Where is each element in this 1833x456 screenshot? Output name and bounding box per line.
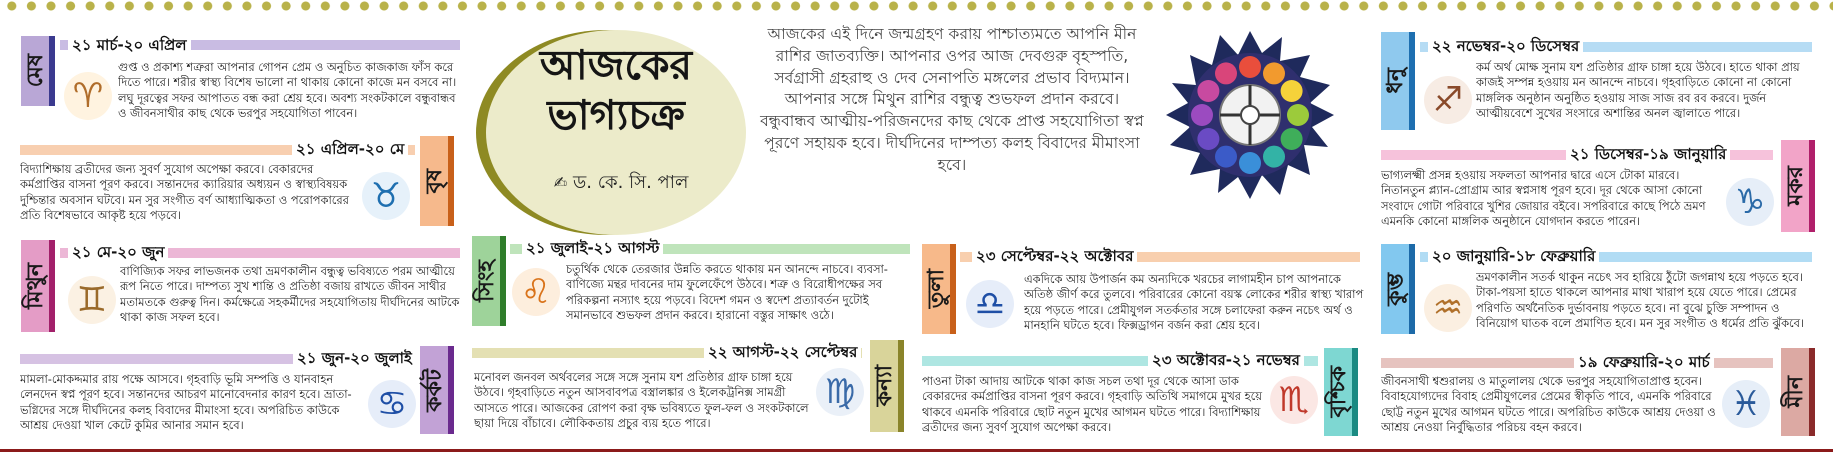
tab-accent-bar	[448, 346, 454, 434]
sign-name-tab: কন্যা	[870, 340, 898, 432]
scorpio-icon: ♏	[1270, 376, 1318, 424]
horoscope-text: মামলা-মোকদ্দমার রায় পক্ষে আসবে। গৃহবাড়ি ভূমি সম্পত্তি ও যানবাহন লেনদেন স্বপ্ন পূরণ হবে। সন্তানদের আচরণ মানোবেদনার কারণ হবে। ভ্রাতা-ভগ্নিদের সঙ্গে দীর্ঘদিনের কলহ বিবাদের মীমাংসা হবে। অপরিচিত কাউকে আশ্রয় দেওয়া খাল কেটে কুমির আনার সমান হবে।	[20, 372, 352, 433]
sign-name-tab: মেষ	[21, 36, 49, 106]
sagittarius-icon: ♐	[1424, 76, 1472, 124]
sign-name-tab: বৃশ্চিক	[1324, 348, 1352, 436]
sign-name-tab: কর্কট	[420, 346, 448, 434]
zodiac-wheel-icon	[1165, 30, 1335, 200]
date-range: ২১ ডিসেম্বর-১৯ জানুয়ারি	[1566, 145, 1730, 163]
date-range: ২৩ সেপ্টেম্বর-২২ অক্টোবর	[972, 247, 1137, 265]
horoscope-text: গুপ্ত ও প্রকাশ্য শত্রুরা আপনার গোপন প্রেম ও অনুচিত কাজকাজ ফাঁস করে দিতে পারে। শরীর স্বাস্থ্য বিশেষ ভালো না থাকায় কোনো কাজে মন বসবে না। লঘু দূরত্বের সফর আপাতত বন্ধ করা শ্রেয় হবে। অবশ্য সংকটকালে বন্ধুবান্ধব ও জীবনসাথীর কাছ থেকে ভরপুর সহযোগিতা পাবেন।	[118, 60, 457, 121]
sign-name-tab: মিথুন	[21, 240, 49, 332]
horoscope-text: ভাগ্যলক্ষ্মী প্রসন্ন হওয়ায় সফলতা আপনার দ্বারে এসে টোকা মারবে। নিতানতুন প্ল্যান-প্রোগ্রাম আর স্বপ্নসাধ পূরণ হবে। দূর থেকে আসা কোনো সংবাদে গোটা পরিবারে খুশির জোয়ার বইবে। সপরিবারে কাছে পিঠে ভ্রমণ এমনকি কোনো মাঙ্গলিক অনুষ্ঠানে যোগদান করতে পারেন।	[1381, 168, 1706, 229]
tab-accent-bar	[500, 236, 506, 326]
date-range: ২১ এপ্রিল-২০ মে	[292, 140, 408, 158]
tab-accent-bar	[448, 136, 454, 226]
cancer-icon: ♋	[368, 380, 416, 428]
horoscope-text: বিদ্যাশিক্ষায় ব্রতীদের জন্য সুবর্ণ সুযোগ অপেক্ষা করবে। বেকারদের কর্মপ্রাপ্তির বাসনা পূরণ করবে। সন্তানদের ক্যারিয়ার অধ্যয়ন ও স্বাস্থ্যবিষয়ক দুশ্চিন্তার অবসান ঘটবে। মন সুর সংগীত বর্ণ আধ্যাত্মিকতা ও পরোপকারের প্রতি বিশেষভাবে আকৃষ্ট হয়ে পড়বে।	[20, 162, 349, 223]
capricorn-icon: ♑	[1726, 178, 1774, 226]
sign-name-tab: বৃষ	[420, 136, 448, 226]
author-name: ড. কে. সি. পাল	[573, 172, 689, 193]
aquarius-icon: ♒	[1424, 284, 1472, 332]
tab-accent-bar	[1352, 348, 1358, 436]
horoscope-text: পাওনা টাকা আদায় আটকে থাকা কাজ সচল তথা দূর থেকে আসা ডাক বেকারদের কর্মপ্রাপ্তির বাসনা পূরণ করবে। গৃহবাড়ি অতিথি সমাগমে মুখর হয়ে থাকবে এমনকি পরিবারে ছোট নতুন মুখের আগমন ঘটতে পারে। বিদ্যাশিক্ষায় ব্রতীদের জন্য সুবর্ণ সুযোগ অপেক্ষা করবে।	[922, 374, 1262, 435]
page-title: আজকের ভাগ্যচক্র	[539, 41, 693, 139]
horoscope-text: জীবনসাথী শ্বশুরালয় ও মাতুলালয় থেকে ভরপুর সহযোগিতাপ্রাপ্ত হবেন। বিবাহযোগ্যদের বিবাহ প্রেমীযুগলের প্রেমের স্বীকৃতি পাবে, এমনকি পরিবারে ছোট্ট নতুন মুখের আগমন ঘটতে পারে। অপরিচিত কাউকে আশ্রয় দেওয়া ও আশ্রয় নেওয়া নির্বুদ্ধিতার পরিচয় বহন করবে।	[1381, 374, 1716, 435]
sign-name-tab: সিংহ	[472, 236, 500, 326]
sign-name-tab: মকর	[1781, 140, 1809, 232]
horoscope-text: কর্ম অর্থ মোক্ষ সুনাম যশ প্রতিষ্ঠার গ্রাফ চাঙ্গা হয়ে উঠবে। হাতে থাকা প্রায় কাজই সম্পন্ন হওয়ায় মন আনন্দে নাচবে। গৃহবাড়িতে কোনো না কোনো মাঙ্গলিক অনুষ্ঠান অনুষ্ঠিত হওয়ায় সাজ সাজ রব রব করবে। দুর্জন আত্মীয়বেশে সুখের সংসারে অশান্তির অনল জ্বালাতে পারে।	[1476, 60, 1800, 121]
date-range: ২১ মার্চ-২০ এপ্রিল	[68, 36, 191, 54]
tab-accent-bar	[1809, 140, 1815, 232]
sign-name-tab: তুলা	[922, 244, 950, 334]
libra-icon: ♎	[966, 280, 1014, 328]
intro-text: আজকের এই দিনে জন্মগ্রহণ করায় পাশ্চাত্যমতে আপনি মীন রাশির জাতব্যক্তি। আপনার ওপর আজ দেবগুরু বৃহস্পতি, সর্বগ্রাসী গ্রহরাহু ও দেব সেনাপতি মঙ্গলের প্রভাব বিদ্যমান। আপনার সঙ্গে মিথুন রাশির বন্ধুত্ব শুভফল প্রদান করবে। বন্ধুবান্ধব আত্মীয়-পরিজনদের কাছ থেকে প্রাপ্ত সহযোগিতা স্বপ্ন পূরণে সহায়ক হবে। দীর্ঘদিনের দাম্পত্য কলহ বিবাদের মীমাংসা হবে।	[760, 25, 1144, 174]
horoscope-text: ভ্রমণকালীন সতর্ক থাকুন নচেৎ সব হারিয়ে ঠুঁটো জগন্নাথ হয়ে পড়তে হবে। টাকা-পয়সা হাতে থাকলে আপনার মাথা খারাপ হয়ে যেতে পারে। প্রেমের পরিণতি অর্থনৈতিক দুর্ভাবনায় পড়তে হবে। না বুঝে চুক্তি সম্পাদন ও বিনিয়োগ ঘাতক বলে প্রমাণিত হবে। মন সুর সংগীত ও ধর্মের প্রতি ঝুঁকবে।	[1476, 270, 1805, 331]
tab-accent-bar	[49, 240, 55, 332]
tab-accent-bar	[898, 340, 904, 432]
horoscope-text: মনোবল জনবল অর্থবলের সঙ্গে সঙ্গে সুনাম যশ প্রতিষ্ঠার গ্রাফ চাঙ্গা হয়ে উঠবে। গৃহবাড়িতে নতুন আসবাবপত্র বস্ত্রালঙ্কার ও ইলেকট্রনিক্স সামগ্রী আসতে পারে। আজকের রোপণ করা বৃক্ষ ভবিষ্যতে ফুল-ফল ও সংকটকালে ছায়া দিয়ে বাঁচাবে। লৌকিকতায় প্রচুর ব্যয় হতে পারে।	[474, 370, 809, 431]
gemini-icon: ♊	[68, 276, 116, 324]
sign-name-tab: ধনু	[1381, 32, 1409, 130]
bottom-rule	[0, 449, 1833, 452]
sign-name-tab: কুম্ভ	[1381, 244, 1409, 334]
tab-accent-bar	[1409, 244, 1415, 334]
date-range: ২১ জুন-২০ জুলাই	[293, 349, 416, 367]
virgo-icon: ♍	[816, 368, 864, 416]
sign-name-tab: মীন	[1781, 348, 1809, 436]
taurus-icon: ♉	[362, 172, 410, 220]
tab-accent-bar	[950, 244, 956, 334]
pen-icon: ✍	[553, 173, 568, 192]
author-line	[526, 168, 716, 199]
tab-accent-bar	[1409, 32, 1415, 130]
tab-accent-bar	[49, 36, 55, 106]
date-range: ২২ আগস্ট-২২ সেপ্টেম্বর	[704, 343, 861, 361]
date-range: ১৯ ফেব্রুয়ারি-২০ মার্চ	[1574, 353, 1714, 371]
date-range: ২২ নভেম্বর-২০ ডিসেম্বর	[1428, 37, 1583, 55]
horoscope-text: চতুর্থিক থেকে তেরজার উন্নতি করতে থাকায় মন আনন্দে নাচবে। ব্যবসা-বাণিজ্যে মন্থর দাবনের দাম ফুলেফেঁপে উঠবে। শত্রু ও বিরোধীপক্ষের সব পরিকল্পনা নস্যাৎ হয়ে পড়বে। বিদেশ গমন ও স্বদেশ প্রত্যাবর্তন দুটোই সমানভাবে শুভফল প্রদান করবে। হারানো বস্তুর সাক্ষাৎ ওঠে।	[566, 262, 888, 323]
tab-accent-bar	[1809, 348, 1815, 436]
date-range: ২৩ অক্টোবর-২১ নভেম্বর	[1148, 351, 1304, 369]
horoscope-text: বাণিজ্যিক সফর লাভজনক তথা ভ্রমণকালীন বন্ধুত্ব ভবিষ্যতে পরম আত্মীয়ে রূপ নিতে পারে। দাম্পত্য সুখ শান্তি ও প্রতিষ্ঠা বজায় রাখতে জীবন সাথীর মতামতকে গুরুত্ব দিন। কর্মক্ষেত্রে সহকর্মীদের সহযোগিতায় দীর্ঘদিনের আটকে থাকা কাজ সফল হবে।	[120, 264, 460, 325]
date-range: ২১ মে-২০ জুন	[68, 243, 168, 261]
dotted-border-top	[0, 0, 1833, 12]
date-range: ২১ জুলাই-২১ আগস্ট	[522, 239, 663, 257]
pisces-icon: ♓	[1722, 380, 1770, 428]
horoscope-text: একদিকে আয় উপার্জন কম অন্যদিকে খরচের লাগামহীন চাপ আপনাকে অতিষ্ঠ জীর্ণ করে তুলবে। পরিবারের কোনো বয়স্ক লোকের শরীর স্বাস্থ্য খারাপ হয়ে পড়তে পারে। প্রেমীযুগল সতর্কতার সঙ্গে চলাফেরা করুন নচেৎ অর্থ ও মানহানি ঘটতে হবে। ফিক্সড্রাগন বর্জন করা শ্রেয় হবে।	[1024, 272, 1364, 333]
leo-icon: ♌	[512, 268, 560, 316]
aries-icon: ♈	[64, 72, 112, 120]
date-range: ২০ জানুয়ারি-১৮ ফেব্রুয়ারি	[1428, 247, 1599, 265]
